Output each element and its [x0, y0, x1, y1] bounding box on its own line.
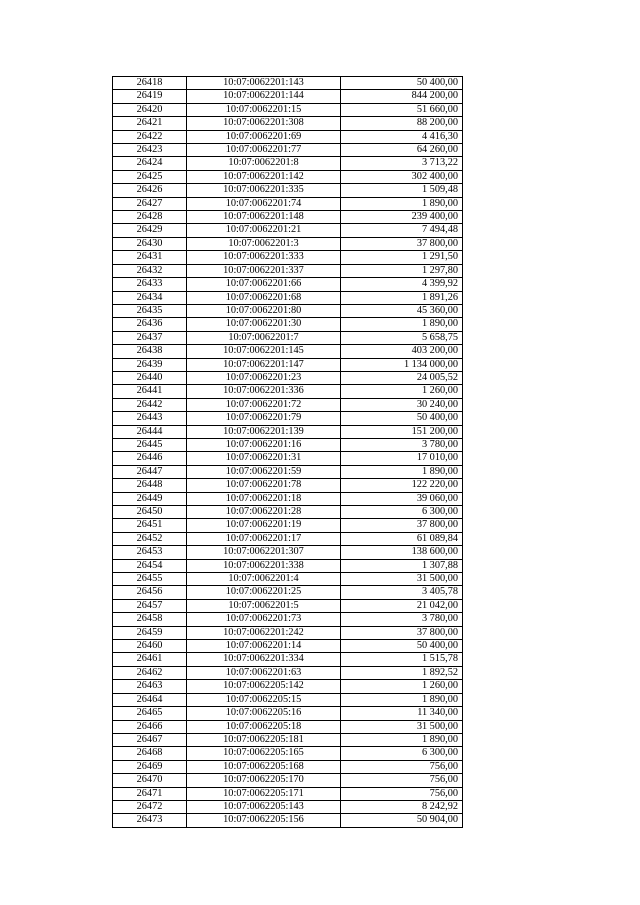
value-cell: 50 400,00	[341, 640, 463, 653]
cadastral-number-cell: 10:07:0062205:171	[187, 787, 341, 800]
table-row	[113, 211, 463, 224]
table-row	[113, 224, 463, 237]
row-number-cell: 26434	[113, 291, 187, 304]
cadastral-number-cell: 10:07:0062201:139	[187, 425, 341, 438]
value-cell: 50 400,00	[341, 412, 463, 425]
cadastral-number-cell: 10:07:0062205:181	[187, 733, 341, 746]
row-number-cell: 26450	[113, 506, 187, 519]
table-row	[113, 613, 463, 626]
table-row	[113, 814, 463, 827]
cadastral-number-cell: 10:07:0062205:170	[187, 774, 341, 787]
row-number-cell: 26437	[113, 331, 187, 344]
row-number-cell: 26439	[113, 358, 187, 371]
row-number-cell: 26420	[113, 103, 187, 116]
cadastral-number-cell: 10:07:0062205:16	[187, 707, 341, 720]
value-cell: 50 904,00	[341, 814, 463, 827]
row-number-cell: 26435	[113, 304, 187, 317]
value-cell: 37 800,00	[341, 626, 463, 639]
table-row	[113, 720, 463, 733]
table-row	[113, 385, 463, 398]
cadastral-number-cell: 10:07:0062201:336	[187, 385, 341, 398]
row-number-cell: 26461	[113, 653, 187, 666]
table-row	[113, 666, 463, 679]
row-number-cell: 26419	[113, 90, 187, 103]
table-row	[113, 130, 463, 143]
table-row	[113, 237, 463, 250]
table-row	[113, 90, 463, 103]
table-row	[113, 479, 463, 492]
table-row	[113, 599, 463, 612]
table-row	[113, 640, 463, 653]
value-cell: 51 660,00	[341, 103, 463, 116]
cadastral-value-table	[112, 76, 463, 828]
cadastral-number-cell: 10:07:0062201:148	[187, 211, 341, 224]
table-row	[113, 774, 463, 787]
table-row	[113, 506, 463, 519]
table-row	[113, 559, 463, 572]
cadastral-number-cell: 10:07:0062201:69	[187, 130, 341, 143]
value-cell: 1 134 000,00	[341, 358, 463, 371]
cadastral-number-cell: 10:07:0062201:335	[187, 184, 341, 197]
cadastral-number-cell: 10:07:0062201:143	[187, 77, 341, 90]
cadastral-number-cell: 10:07:0062201:15	[187, 103, 341, 116]
row-number-cell: 26432	[113, 264, 187, 277]
table-row	[113, 546, 463, 559]
value-cell: 37 800,00	[341, 519, 463, 532]
table-row	[113, 438, 463, 451]
table-row	[113, 291, 463, 304]
value-cell: 6 300,00	[341, 506, 463, 519]
value-cell: 1 260,00	[341, 385, 463, 398]
table-row	[113, 157, 463, 170]
cadastral-number-cell: 10:07:0062205:168	[187, 760, 341, 773]
row-number-cell: 26442	[113, 398, 187, 411]
cadastral-number-cell: 10:07:0062201:68	[187, 291, 341, 304]
table-row	[113, 144, 463, 157]
value-cell: 39 060,00	[341, 492, 463, 505]
value-cell: 88 200,00	[341, 117, 463, 130]
cadastral-number-cell: 10:07:0062205:156	[187, 814, 341, 827]
row-number-cell: 26441	[113, 385, 187, 398]
cadastral-number-cell: 10:07:0062201:307	[187, 546, 341, 559]
row-number-cell: 26449	[113, 492, 187, 505]
table-row	[113, 800, 463, 813]
value-cell: 37 800,00	[341, 237, 463, 250]
cadastral-number-cell: 10:07:0062201:72	[187, 398, 341, 411]
row-number-cell: 26457	[113, 599, 187, 612]
table-row	[113, 452, 463, 465]
table-row	[113, 787, 463, 800]
cadastral-number-cell: 10:07:0062205:143	[187, 800, 341, 813]
table-row	[113, 117, 463, 130]
row-number-cell: 26465	[113, 707, 187, 720]
value-cell: 50 400,00	[341, 77, 463, 90]
table-row	[113, 465, 463, 478]
table-row	[113, 264, 463, 277]
table-row	[113, 184, 463, 197]
row-number-cell: 26421	[113, 117, 187, 130]
cadastral-number-cell: 10:07:0062201:14	[187, 640, 341, 653]
cadastral-number-cell: 10:07:0062201:147	[187, 358, 341, 371]
row-number-cell: 26472	[113, 800, 187, 813]
row-number-cell: 26456	[113, 586, 187, 599]
row-number-cell: 26436	[113, 318, 187, 331]
value-cell: 1 890,00	[341, 197, 463, 210]
value-cell: 4 416,30	[341, 130, 463, 143]
row-number-cell: 26451	[113, 519, 187, 532]
value-cell: 756,00	[341, 774, 463, 787]
row-number-cell: 26430	[113, 237, 187, 250]
table-row	[113, 747, 463, 760]
table-row	[113, 519, 463, 532]
value-cell: 8 242,92	[341, 800, 463, 813]
row-number-cell: 26452	[113, 532, 187, 545]
cadastral-number-cell: 10:07:0062201:25	[187, 586, 341, 599]
table-row	[113, 398, 463, 411]
cadastral-number-cell: 10:07:0062205:15	[187, 693, 341, 706]
value-cell: 302 400,00	[341, 170, 463, 183]
value-cell: 31 500,00	[341, 720, 463, 733]
cadastral-number-cell: 10:07:0062201:142	[187, 170, 341, 183]
value-cell: 756,00	[341, 760, 463, 773]
cadastral-number-cell: 10:07:0062201:77	[187, 144, 341, 157]
row-number-cell: 26458	[113, 613, 187, 626]
table-row	[113, 693, 463, 706]
cadastral-number-cell: 10:07:0062201:23	[187, 371, 341, 384]
row-number-cell: 26445	[113, 438, 187, 451]
cadastral-number-cell: 10:07:0062201:18	[187, 492, 341, 505]
row-number-cell: 26444	[113, 425, 187, 438]
cadastral-number-cell: 10:07:0062201:7	[187, 331, 341, 344]
row-number-cell: 26422	[113, 130, 187, 143]
value-cell: 1 890,00	[341, 465, 463, 478]
value-cell: 11 340,00	[341, 707, 463, 720]
cadastral-number-cell: 10:07:0062201:5	[187, 599, 341, 612]
row-number-cell: 26418	[113, 77, 187, 90]
cadastral-number-cell: 10:07:0062201:16	[187, 438, 341, 451]
value-cell: 844 200,00	[341, 90, 463, 103]
row-number-cell: 26469	[113, 760, 187, 773]
row-number-cell: 26427	[113, 197, 187, 210]
table-row	[113, 653, 463, 666]
table-row	[113, 412, 463, 425]
value-cell: 45 360,00	[341, 304, 463, 317]
value-cell: 1 515,78	[341, 653, 463, 666]
table-row	[113, 626, 463, 639]
table-row	[113, 371, 463, 384]
row-number-cell: 26455	[113, 573, 187, 586]
row-number-cell: 26453	[113, 546, 187, 559]
row-number-cell: 26470	[113, 774, 187, 787]
table-row	[113, 492, 463, 505]
value-cell: 3 780,00	[341, 438, 463, 451]
row-number-cell: 26466	[113, 720, 187, 733]
value-cell: 1 260,00	[341, 680, 463, 693]
cadastral-number-cell: 10:07:0062201:31	[187, 452, 341, 465]
cadastral-number-cell: 10:07:0062201:21	[187, 224, 341, 237]
value-cell: 17 010,00	[341, 452, 463, 465]
cadastral-number-cell: 10:07:0062201:73	[187, 613, 341, 626]
row-number-cell: 26464	[113, 693, 187, 706]
value-cell: 3 713,22	[341, 157, 463, 170]
table-row	[113, 170, 463, 183]
value-cell: 1 891,26	[341, 291, 463, 304]
table-row	[113, 532, 463, 545]
cadastral-number-cell: 10:07:0062201:63	[187, 666, 341, 679]
cadastral-number-cell: 10:07:0062201:19	[187, 519, 341, 532]
value-cell: 151 200,00	[341, 425, 463, 438]
cadastral-number-cell: 10:07:0062201:66	[187, 278, 341, 291]
value-cell: 1 892,52	[341, 666, 463, 679]
row-number-cell: 26443	[113, 412, 187, 425]
value-cell: 61 089,84	[341, 532, 463, 545]
value-cell: 64 260,00	[341, 144, 463, 157]
value-cell: 3 405,78	[341, 586, 463, 599]
row-number-cell: 26428	[113, 211, 187, 224]
cadastral-number-cell: 10:07:0062201:4	[187, 573, 341, 586]
value-cell: 1 890,00	[341, 733, 463, 746]
row-number-cell: 26424	[113, 157, 187, 170]
table-row	[113, 197, 463, 210]
cadastral-number-cell: 10:07:0062201:17	[187, 532, 341, 545]
value-cell: 1 890,00	[341, 693, 463, 706]
row-number-cell: 26454	[113, 559, 187, 572]
row-number-cell: 26468	[113, 747, 187, 760]
row-number-cell: 26438	[113, 345, 187, 358]
table-row	[113, 760, 463, 773]
table-row	[113, 278, 463, 291]
cadastral-number-cell: 10:07:0062201:80	[187, 304, 341, 317]
value-cell: 3 780,00	[341, 613, 463, 626]
cadastral-number-cell: 10:07:0062201:144	[187, 90, 341, 103]
table-row	[113, 318, 463, 331]
value-cell: 7 494,48	[341, 224, 463, 237]
table-row	[113, 331, 463, 344]
table-row	[113, 680, 463, 693]
cadastral-number-cell: 10:07:0062201:333	[187, 251, 341, 264]
value-cell: 756,00	[341, 787, 463, 800]
table-row	[113, 251, 463, 264]
row-number-cell: 26440	[113, 371, 187, 384]
cadastral-number-cell: 10:07:0062201:79	[187, 412, 341, 425]
row-number-cell: 26448	[113, 479, 187, 492]
value-cell: 5 658,75	[341, 331, 463, 344]
row-number-cell: 26459	[113, 626, 187, 639]
cadastral-number-cell: 10:07:0062205:165	[187, 747, 341, 760]
table-body	[113, 77, 463, 828]
value-cell: 21 042,00	[341, 599, 463, 612]
table-row	[113, 707, 463, 720]
cadastral-number-cell: 10:07:0062201:78	[187, 479, 341, 492]
row-number-cell: 26431	[113, 251, 187, 264]
row-number-cell: 26460	[113, 640, 187, 653]
cadastral-number-cell: 10:07:0062201:334	[187, 653, 341, 666]
value-cell: 1 307,88	[341, 559, 463, 572]
cadastral-number-cell: 10:07:0062201:242	[187, 626, 341, 639]
cadastral-number-cell: 10:07:0062201:30	[187, 318, 341, 331]
cadastral-number-cell: 10:07:0062205:142	[187, 680, 341, 693]
row-number-cell: 26447	[113, 465, 187, 478]
value-cell: 24 005,52	[341, 371, 463, 384]
table-row	[113, 586, 463, 599]
value-cell: 4 399,92	[341, 278, 463, 291]
table-row	[113, 573, 463, 586]
cadastral-number-cell: 10:07:0062201:59	[187, 465, 341, 478]
row-number-cell: 26462	[113, 666, 187, 679]
cadastral-number-cell: 10:07:0062201:8	[187, 157, 341, 170]
row-number-cell: 26446	[113, 452, 187, 465]
cadastral-number-cell: 10:07:0062201:28	[187, 506, 341, 519]
value-cell: 122 220,00	[341, 479, 463, 492]
value-cell: 138 600,00	[341, 546, 463, 559]
value-cell: 30 240,00	[341, 398, 463, 411]
table-row	[113, 345, 463, 358]
cadastral-number-cell: 10:07:0062201:338	[187, 559, 341, 572]
value-cell: 1 291,50	[341, 251, 463, 264]
cadastral-number-cell: 10:07:0062201:3	[187, 237, 341, 250]
row-number-cell: 26433	[113, 278, 187, 291]
cadastral-number-cell: 10:07:0062201:145	[187, 345, 341, 358]
value-cell: 239 400,00	[341, 211, 463, 224]
cadastral-number-cell: 10:07:0062201:337	[187, 264, 341, 277]
table-row	[113, 425, 463, 438]
table-row	[113, 304, 463, 317]
row-number-cell: 26423	[113, 144, 187, 157]
table-row	[113, 358, 463, 371]
cadastral-number-cell: 10:07:0062205:18	[187, 720, 341, 733]
row-number-cell: 26463	[113, 680, 187, 693]
table-row	[113, 103, 463, 116]
value-cell: 1 890,00	[341, 318, 463, 331]
table-row	[113, 733, 463, 746]
value-cell: 6 300,00	[341, 747, 463, 760]
table-row	[113, 77, 463, 90]
value-cell: 31 500,00	[341, 573, 463, 586]
cadastral-number-cell: 10:07:0062201:74	[187, 197, 341, 210]
cadastral-number-cell: 10:07:0062201:308	[187, 117, 341, 130]
value-cell: 1 509,48	[341, 184, 463, 197]
row-number-cell: 26425	[113, 170, 187, 183]
value-cell: 1 297,80	[341, 264, 463, 277]
row-number-cell: 26429	[113, 224, 187, 237]
row-number-cell: 26471	[113, 787, 187, 800]
row-number-cell: 26426	[113, 184, 187, 197]
row-number-cell: 26473	[113, 814, 187, 827]
value-cell: 403 200,00	[341, 345, 463, 358]
row-number-cell: 26467	[113, 733, 187, 746]
